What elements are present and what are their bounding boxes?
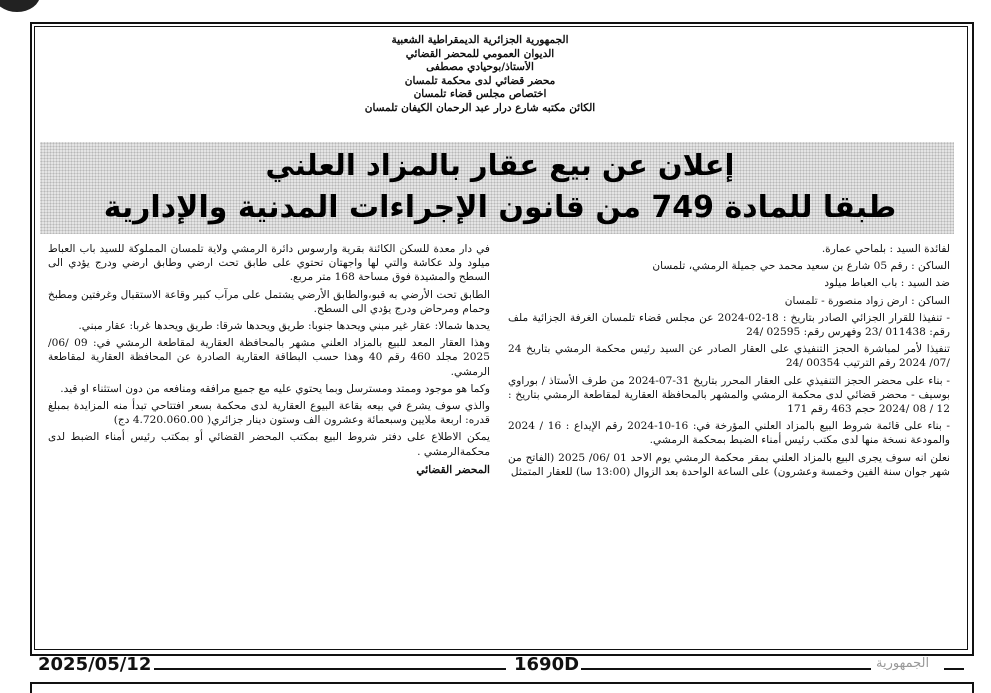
ad-number: 1690D (514, 654, 580, 675)
header-line: اختصاص مجلس قضاء تلمسان (413, 88, 547, 100)
paragraph: يحدها شمالا: عقار غير مبني ويحدها جنوبا: طريق ويحدها شرقا: طريق ويحدها غربا: عقار مبني. (78, 320, 490, 333)
paragraph: الساكن : ارض زواد منصورة - تلمسان (784, 294, 950, 307)
next-ad-frame (30, 682, 974, 693)
footer-rule (581, 668, 871, 670)
ad-subtitle: طبقا للمادة 749 من قانون الإجراءات المدنية والإدارية (103, 190, 897, 225)
footer-rule (154, 668, 506, 670)
header-line: الكائن مكتبه شارع درار عبد الرحمان الكيفان تلمسان (364, 101, 596, 114)
header-line: محضر قضائي لدى محكمة تلمسان (404, 74, 556, 87)
paragraph: ضد السيد : باب العباط ميلود (824, 277, 950, 290)
publication-name: الجمهورية (876, 656, 930, 671)
paragraph: وكما هو موجود وممتد ومسترسل وبما يحتوي عليه مع جميع مرافقه ومنافعه من دون استثناء او قيد. (60, 382, 490, 395)
paragraph: يمكن الاطلاع على دفتر شروط البيع بمكتب المحضر القضائي أو بمكتب رئيس أمناء الضبط لدى محكمةالرمشي . (48, 431, 490, 458)
signer-label: المحضر القضائي (416, 463, 490, 476)
paragraph: - تنفيذا للقرار الجزائي الصادر بتاريخ : 18-02-2024 عن مجلس قضاء تلمسان الغرفة الجزائية ملف رقم: 011438 /23 وفهرس رقم: 02595 /24 (508, 311, 950, 339)
paragraph: لفائدة السيد : بلماحي عمارة. (821, 243, 950, 255)
header-line: الأستاذ/بوحيادي مصطفى (426, 61, 534, 73)
paragraph: نعلن انه سوف يجرى البيع بالمزاد العلني بمقر محكمة الرمشي يوم الاحد 01 /06/ 2025 (الفاتح من شهر جوان سنة الفين وخمسة وعشرون) على الساعة الواحدة بعد الزوال (13:00 سا) للعقار المتمثل (508, 451, 951, 478)
ad-footer (36, 654, 966, 682)
left-column (48, 242, 490, 480)
header-line: الديوان العمومي للمحضر القضائي (405, 47, 555, 60)
paragraph: والذي سوف يشرع في بيعه بقاعة البيوع العقارية لدى محكمة بسعر افتتاحي تبدأ منه المزايدة بمبلغ قدره: اربعة ملايين وسبعمائة وعشرون الف وستون دينار جزائري( 4.720.060.00 دج) (48, 400, 490, 427)
paragraph: الطابق تحت الأرضي به قبو،والطابق الأرضي يشتمل على مرآب كبير وقاعة الاستقبال وغرفتين ومطبخ وحمام ومرحاض ودرج يؤدي الى السطح. (48, 288, 490, 315)
footer-rule (944, 668, 964, 670)
paragraph: الساكن : رقم 05 شارع بن سعيد محمد حي جميلة الرمشي، تلمسان (652, 260, 950, 273)
paragraph: - بناء على محضر الحجز التنفيذي على العقار المحرر بتاريخ 31-07-2024 من طرف الأستاذ / بوراوي بوسيف - محضر قضائي لدى محكمة الرمشي والمشهر بالمحافظة العقارية لمقاطعة الرمشي بتاريخ : 12 / 08 /2024 حجم 463 رقم 171 (508, 374, 950, 416)
paragraph: في دار معدة للسكن الكائنة بقرية وارسوس دائرة الرمشي ولاية تلمسان المملوكة للسيد باب العباط ميلود ولد عكاشة والتي لها واجهتان تحتوي على طابق تحت ارضي وطابق ارضي ودرج يؤدي الى السطح والمشيدة فوق مساحة 168 متر مربع. (48, 243, 490, 284)
paragraph: وهذا العقار المعد للبيع بالمزاد العلني مشهر بالمحافظة العقارية لمقاطعة الرمشي في: 09 /06/ 2025 مجلد 460 رقم 40 وهذا حسب البطاقة العقارية الصادرة عن المحافظة العقارية لمقاطعة الرمشي. (48, 337, 491, 378)
paragraph: - بناء على قائمة شروط البيع بالمزاد العلني المؤرخة في: 16-10-2024 رقم الإيداع : 16 / 2024 والمودعة نسخة منها لدى مكتب رئيس أمناء الضبط بمحكمة الرمشي. (508, 420, 950, 447)
header-line: الجمهورية الجزائرية الديمقراطية الشعبية (391, 34, 569, 46)
bailiff-office-header (200, 34, 760, 115)
ad-title: إعلان عن بيع عقار بالمزاد العلني (265, 148, 735, 182)
right-column (508, 242, 950, 482)
newspaper-logo-fragment (0, 0, 40, 12)
paragraph: تنفيذا لأمر لمباشرة الحجز التنفيذي على العقار الصادر عن السيد رئيس محكمة الرمشي بتاريخ 24 /07/ 2024 رقم الترتيب 00354 /24 (508, 343, 950, 370)
publication-date: 2025/05/12 (38, 654, 152, 675)
